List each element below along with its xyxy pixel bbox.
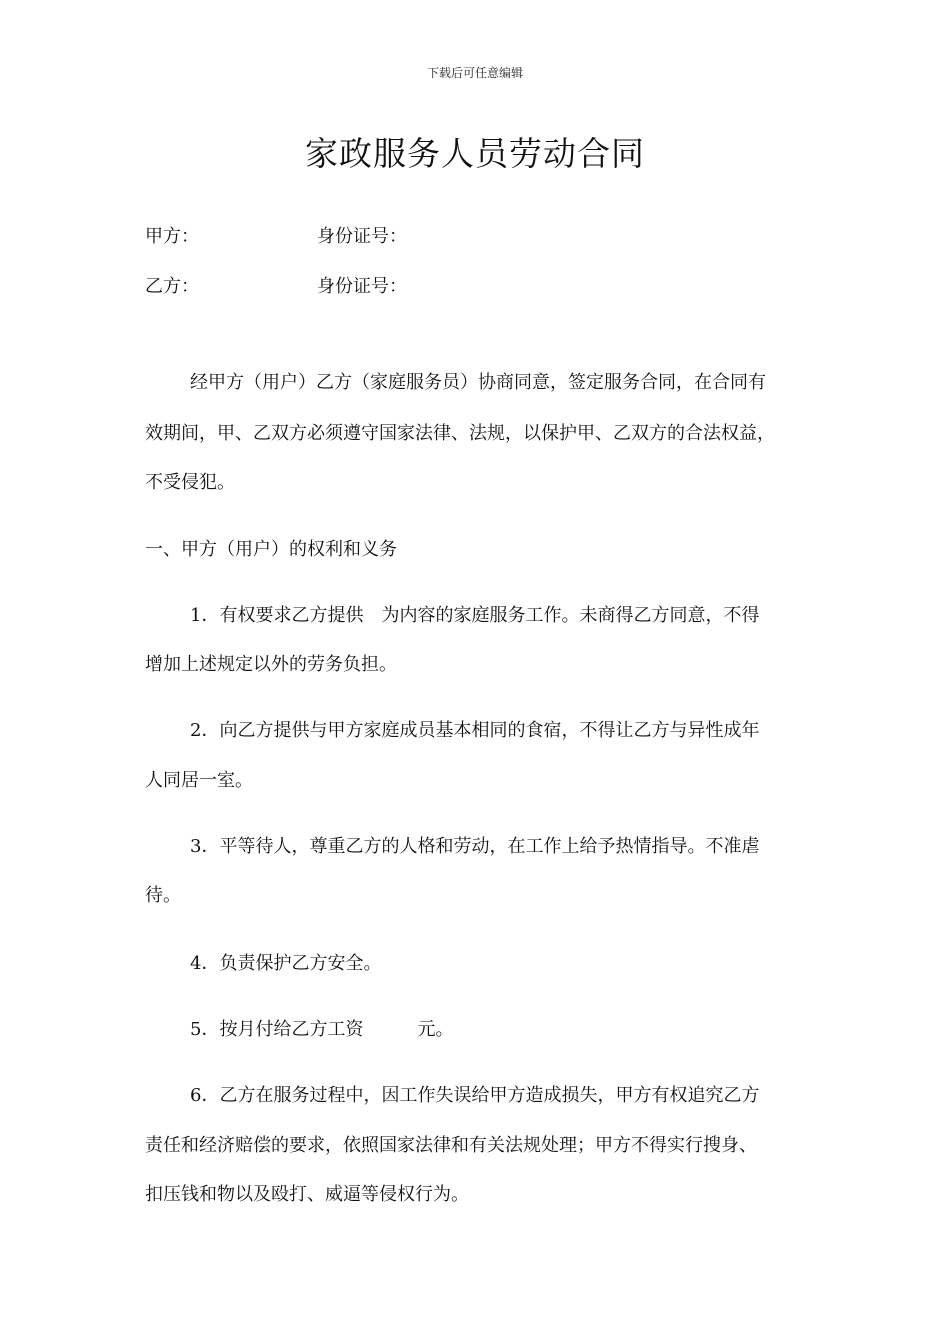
document-title: 家政服务人员劳动合同 <box>305 134 645 173</box>
item-2-line-1: 2．向乙方提供与甲方家庭成员基本相同的食宿，不得让乙方与异性成年 <box>190 720 760 741</box>
item-4-line-1: 4．负责保护乙方安全。 <box>190 953 382 974</box>
intro-line-1: 经甲方（用户）乙方（家庭服务员）协商同意，签定服务合同，在合同有 <box>190 372 766 393</box>
header-note: 下载后可任意编辑 <box>426 66 523 80</box>
party-a-label: 甲方： <box>145 226 199 247</box>
intro-line-3: 不受侵犯。 <box>145 472 235 493</box>
item-3-line-2: 待。 <box>145 885 181 906</box>
item-1-line-2: 增加上述规定以外的劳务负担。 <box>145 654 397 675</box>
party-a-id-label: 身份证号： <box>317 226 407 247</box>
item-6-line-2: 责任和经济赔偿的要求，依照国家法律和有关法规处理；甲方不得实行搜身、 <box>145 1135 757 1156</box>
section-1-heading: 一、甲方（用户）的权利和义务 <box>145 539 397 560</box>
item-5-line-1: 5．按月付给乙方工资 元。 <box>190 1019 454 1040</box>
item-2-line-2: 人同居一室。 <box>145 770 253 791</box>
item-6-line-1: 6．乙方在服务过程中，因工作失误给甲方造成损失，甲方有权追究乙方 <box>190 1085 760 1106</box>
item-6-line-3: 扣压钱和物以及殴打、威逼等侵权行为。 <box>145 1184 469 1205</box>
party-b-id-label: 身份证号： <box>317 276 407 297</box>
party-b-label: 乙方： <box>145 276 199 297</box>
item-1-line-1: 1．有权要求乙方提供 为内容的家庭服务工作。未商得乙方同意，不得 <box>190 605 760 626</box>
item-3-line-1: 3．平等待人，尊重乙方的人格和劳动，在工作上给予热情指导。不准虐 <box>190 836 760 857</box>
intro-line-2: 效期间，甲、乙双方必须遵守国家法律、法规，以保护甲、乙双方的合法权益， <box>145 423 775 444</box>
